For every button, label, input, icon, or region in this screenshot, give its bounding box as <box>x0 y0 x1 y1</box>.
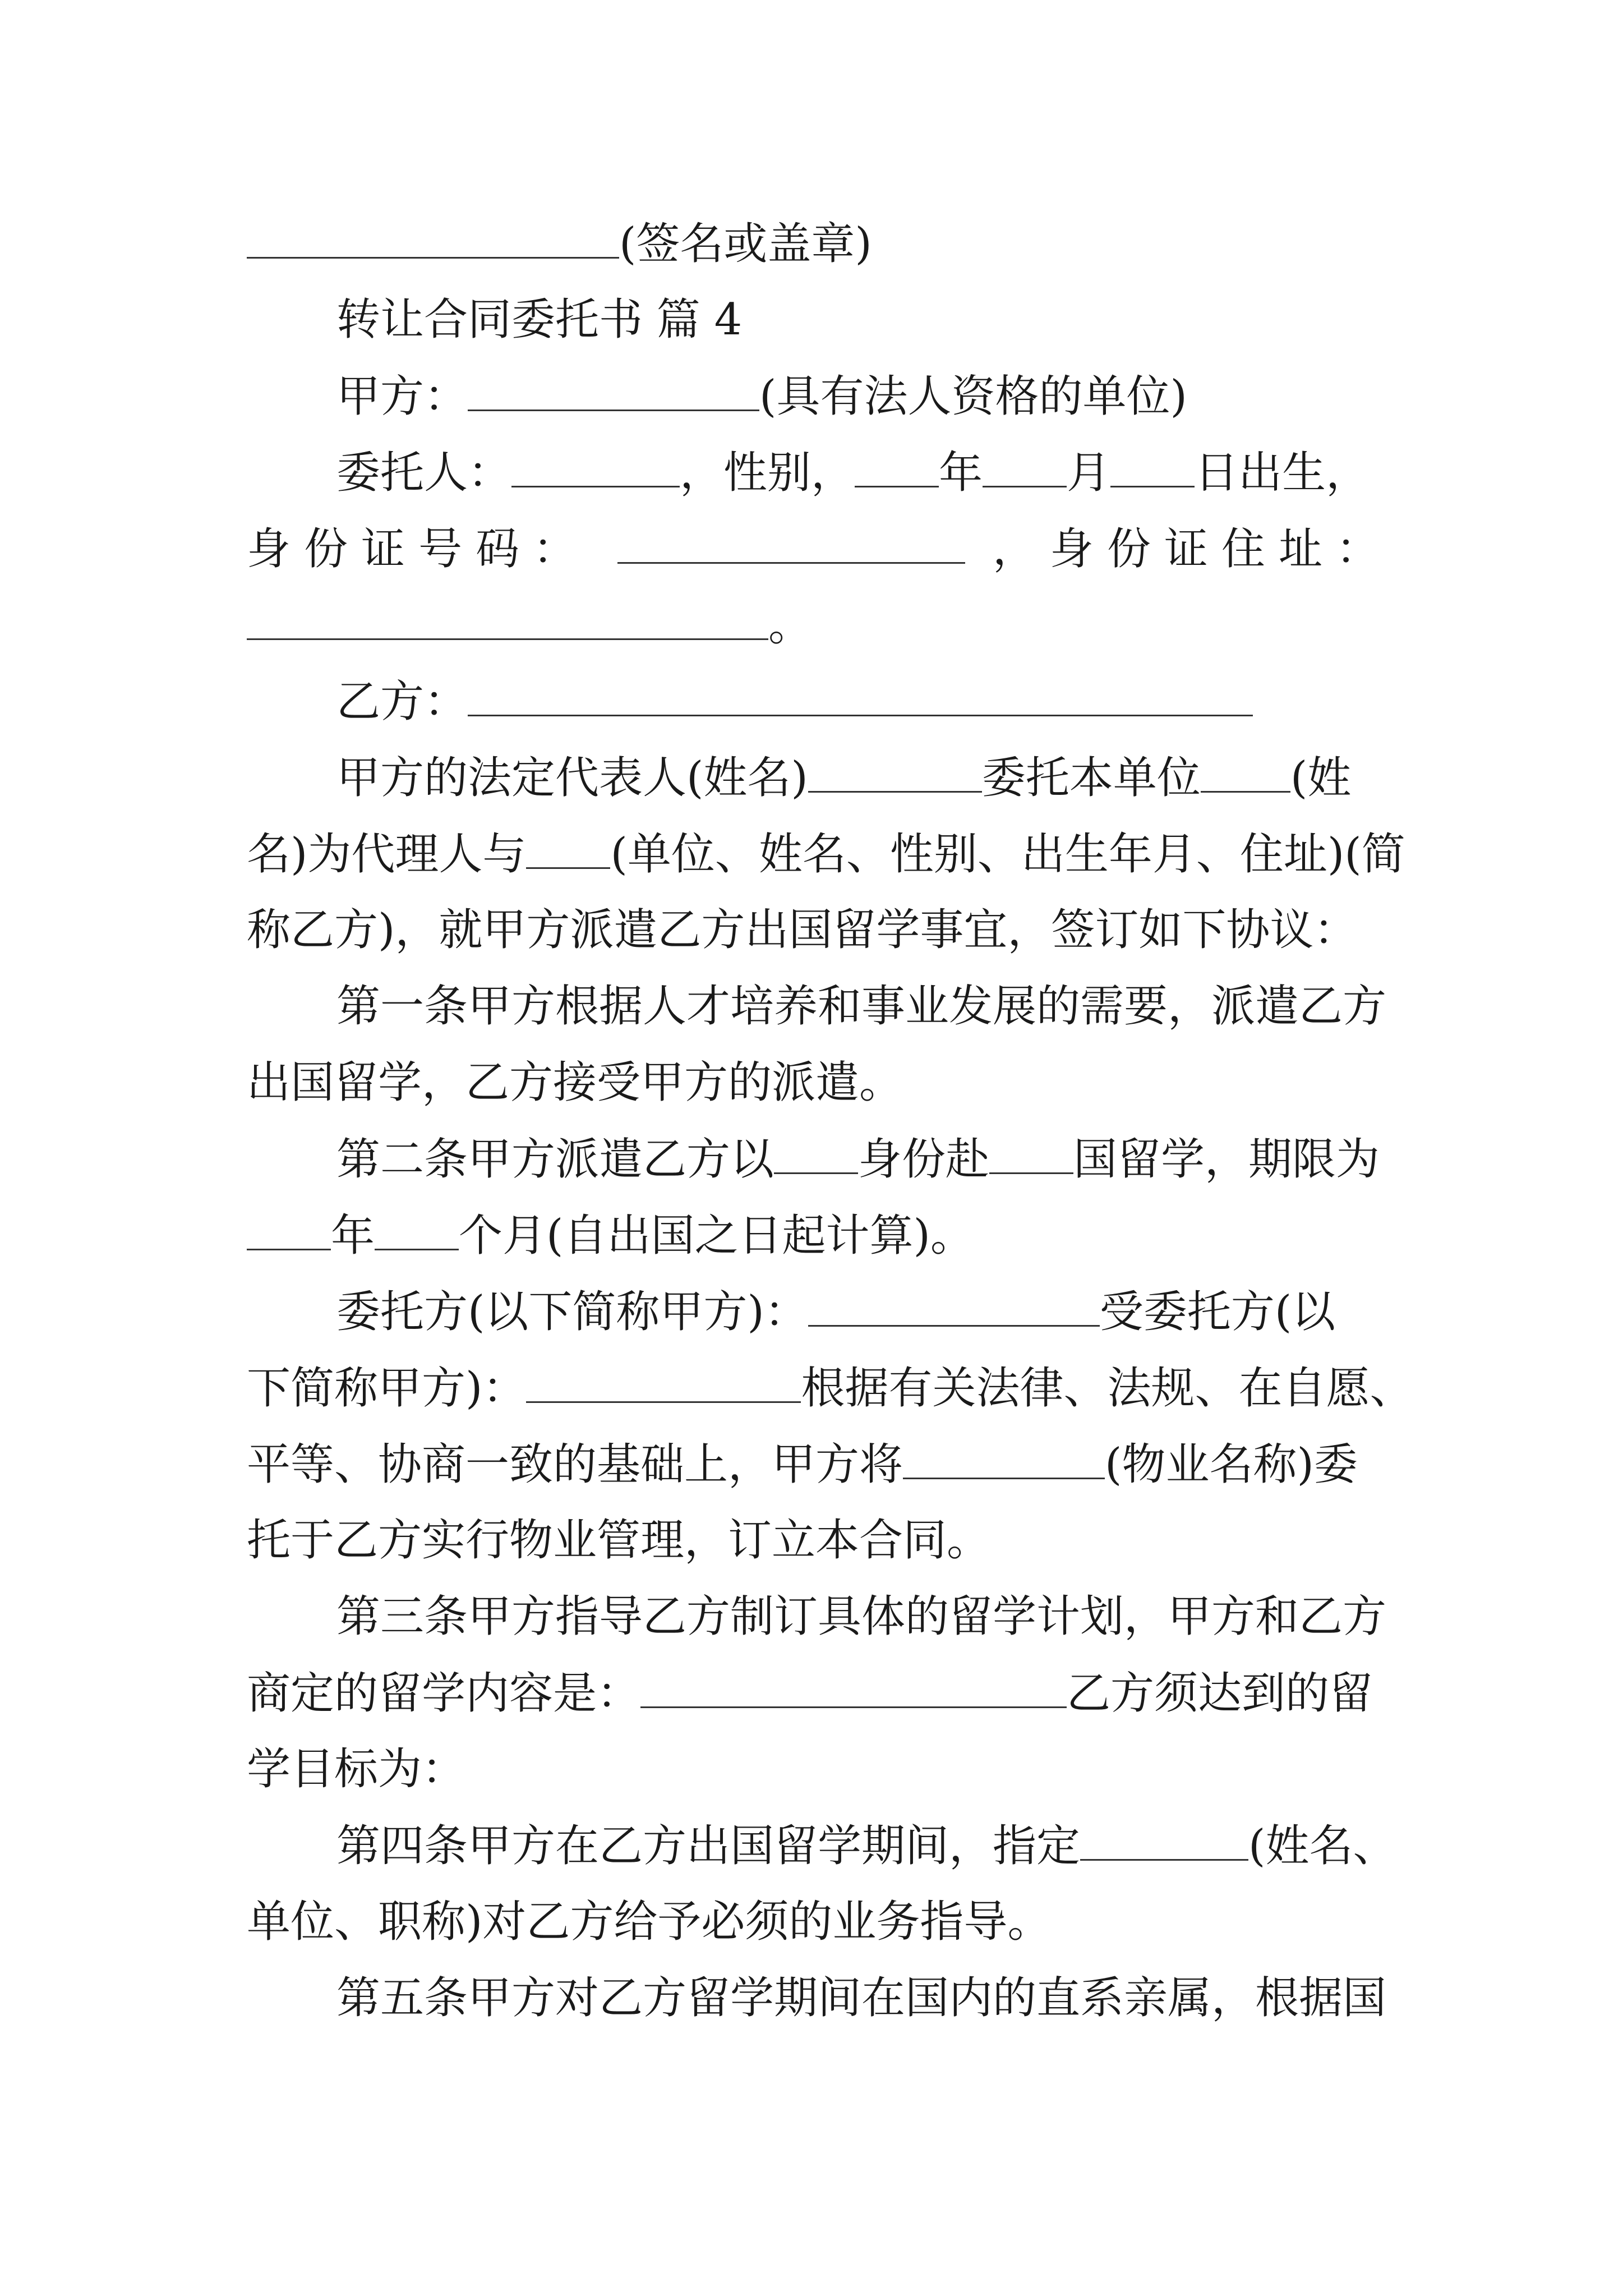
paragraph-line <box>336 1131 1380 1188</box>
client-line <box>336 444 1370 501</box>
party-a-note: (具有法人资格的单位) <box>759 371 1187 422</box>
text-run: (单位、姓名、性别、出生年月、住址)(简 <box>610 829 1405 880</box>
heading-text: 转让合同委托书 篇 4 <box>336 295 743 345</box>
id-line <box>247 521 1380 577</box>
text-run: 身份赴 <box>858 1134 990 1185</box>
party-b-label: 乙方： <box>336 677 468 728</box>
text-run: 学目标为： <box>247 1744 466 1795</box>
text-run: 甲方的法定代表人(姓名) <box>336 753 808 804</box>
text-run: 个月(自出国之日起计算)。 <box>459 1211 974 1262</box>
signature-label: (签名或盖章) <box>619 219 872 270</box>
year-label: 年 <box>939 448 983 499</box>
blank-rep-name <box>808 749 982 793</box>
text-run: 托于乙方实行物业管理，订立本合同。 <box>247 1515 991 1566</box>
paragraph-line <box>247 1055 903 1111</box>
paragraph-line <box>247 1360 1413 1416</box>
paragraph-line <box>247 1436 1358 1493</box>
blank-advisor <box>1080 1818 1248 1861</box>
address-line <box>247 597 812 654</box>
blank-gender <box>855 444 939 487</box>
blank-agent <box>1201 749 1290 793</box>
text-run: (姓名、 <box>1248 1821 1397 1872</box>
party-b-line <box>336 673 1253 730</box>
month-label: 月 <box>1067 448 1111 499</box>
text-run: 国留学，期限为 <box>1073 1134 1380 1185</box>
paragraph-line <box>247 1665 1373 1722</box>
blank-identity <box>774 1131 858 1174</box>
paragraph-line <box>247 826 1405 882</box>
blank-property-name <box>903 1436 1105 1479</box>
blank-address <box>247 597 768 640</box>
text-run: 委托方(以下简称甲方)： <box>336 1287 808 1338</box>
text-run: 第一条甲方根据人才培养和事业发展的需要，派遣乙方 <box>336 981 1387 1032</box>
paragraph-line <box>247 902 1357 958</box>
paragraph-line <box>247 1741 465 1797</box>
text-run: 第二条甲方派遣乙方以 <box>336 1134 774 1185</box>
paragraph-line <box>336 749 1351 806</box>
party-a-line <box>336 368 1187 425</box>
text-run: 受委托方(以 <box>1099 1287 1336 1338</box>
blank-agent-party <box>526 1360 801 1403</box>
blank-country <box>989 1131 1073 1174</box>
text-run: 第三条甲方指导乙方制订具体的留学计划，甲方和乙方 <box>336 1591 1387 1642</box>
text-run: 根据有关法律、法规、在自愿、 <box>801 1363 1414 1414</box>
text-run: 年 <box>331 1211 375 1262</box>
text-run: 商定的留学内容是： <box>247 1668 641 1719</box>
client-label: 委托人： <box>336 448 512 499</box>
text-run: 出国留学，乙方接受甲方的派遣。 <box>247 1057 903 1108</box>
blank-id-number <box>617 521 965 564</box>
blank-month <box>983 444 1067 487</box>
text-run: 单位、职称)对乙方给予必须的业务指导。 <box>247 1897 1052 1947</box>
blank-months <box>375 1207 459 1250</box>
text-run: 下简称甲方)： <box>247 1363 527 1414</box>
text-run: 第五条甲方对乙方留学期间在国内的直系亲属，根据国 <box>336 1973 1387 2023</box>
text-run: (物业名称)委 <box>1105 1439 1358 1490</box>
text-run: 委托本单位 <box>981 753 1201 804</box>
blank-principal <box>808 1283 1100 1327</box>
signature-line <box>247 215 872 272</box>
paragraph-line <box>247 1894 1051 1950</box>
blank-day <box>1110 444 1195 487</box>
blank-party-a <box>468 368 759 411</box>
paragraph-line <box>247 1512 990 1568</box>
text-run: 第四条甲方在乙方出国留学期间，指定 <box>336 1821 1081 1872</box>
text-run: 乙方须达到的留 <box>1067 1668 1373 1719</box>
paragraph-line <box>247 1207 974 1264</box>
text-run: 称乙方)，就甲方派遣乙方出国留学事宜，签订如下协议： <box>247 905 1358 955</box>
blank-party-b <box>468 673 1253 716</box>
paragraph-line <box>336 1818 1396 1874</box>
id-address-label: ，身份证住址： <box>992 524 1380 575</box>
text-run: 平等、协商一致的基础上，甲方将 <box>247 1439 903 1490</box>
gender-label: ，性别， <box>680 448 855 499</box>
party-a-label: 甲方： <box>336 371 468 422</box>
blank-signature <box>247 215 619 259</box>
id-number-label: 身份证号码： <box>247 524 591 575</box>
paragraph-line <box>336 1970 1386 2026</box>
blank-client-name <box>511 444 680 487</box>
blank-study-content <box>640 1665 1067 1708</box>
text-run: (姓 <box>1290 753 1352 804</box>
blank-years <box>247 1207 331 1250</box>
text-run: 名)为代理人与 <box>247 829 527 880</box>
blank-counterparty <box>526 826 610 869</box>
paragraph-line <box>336 1589 1386 1645</box>
paragraph-line <box>336 1283 1335 1340</box>
paragraph-line <box>336 978 1386 1034</box>
address-end: 。 <box>768 600 813 651</box>
birth-label: 日出生， <box>1195 448 1370 499</box>
section-heading <box>336 292 742 348</box>
